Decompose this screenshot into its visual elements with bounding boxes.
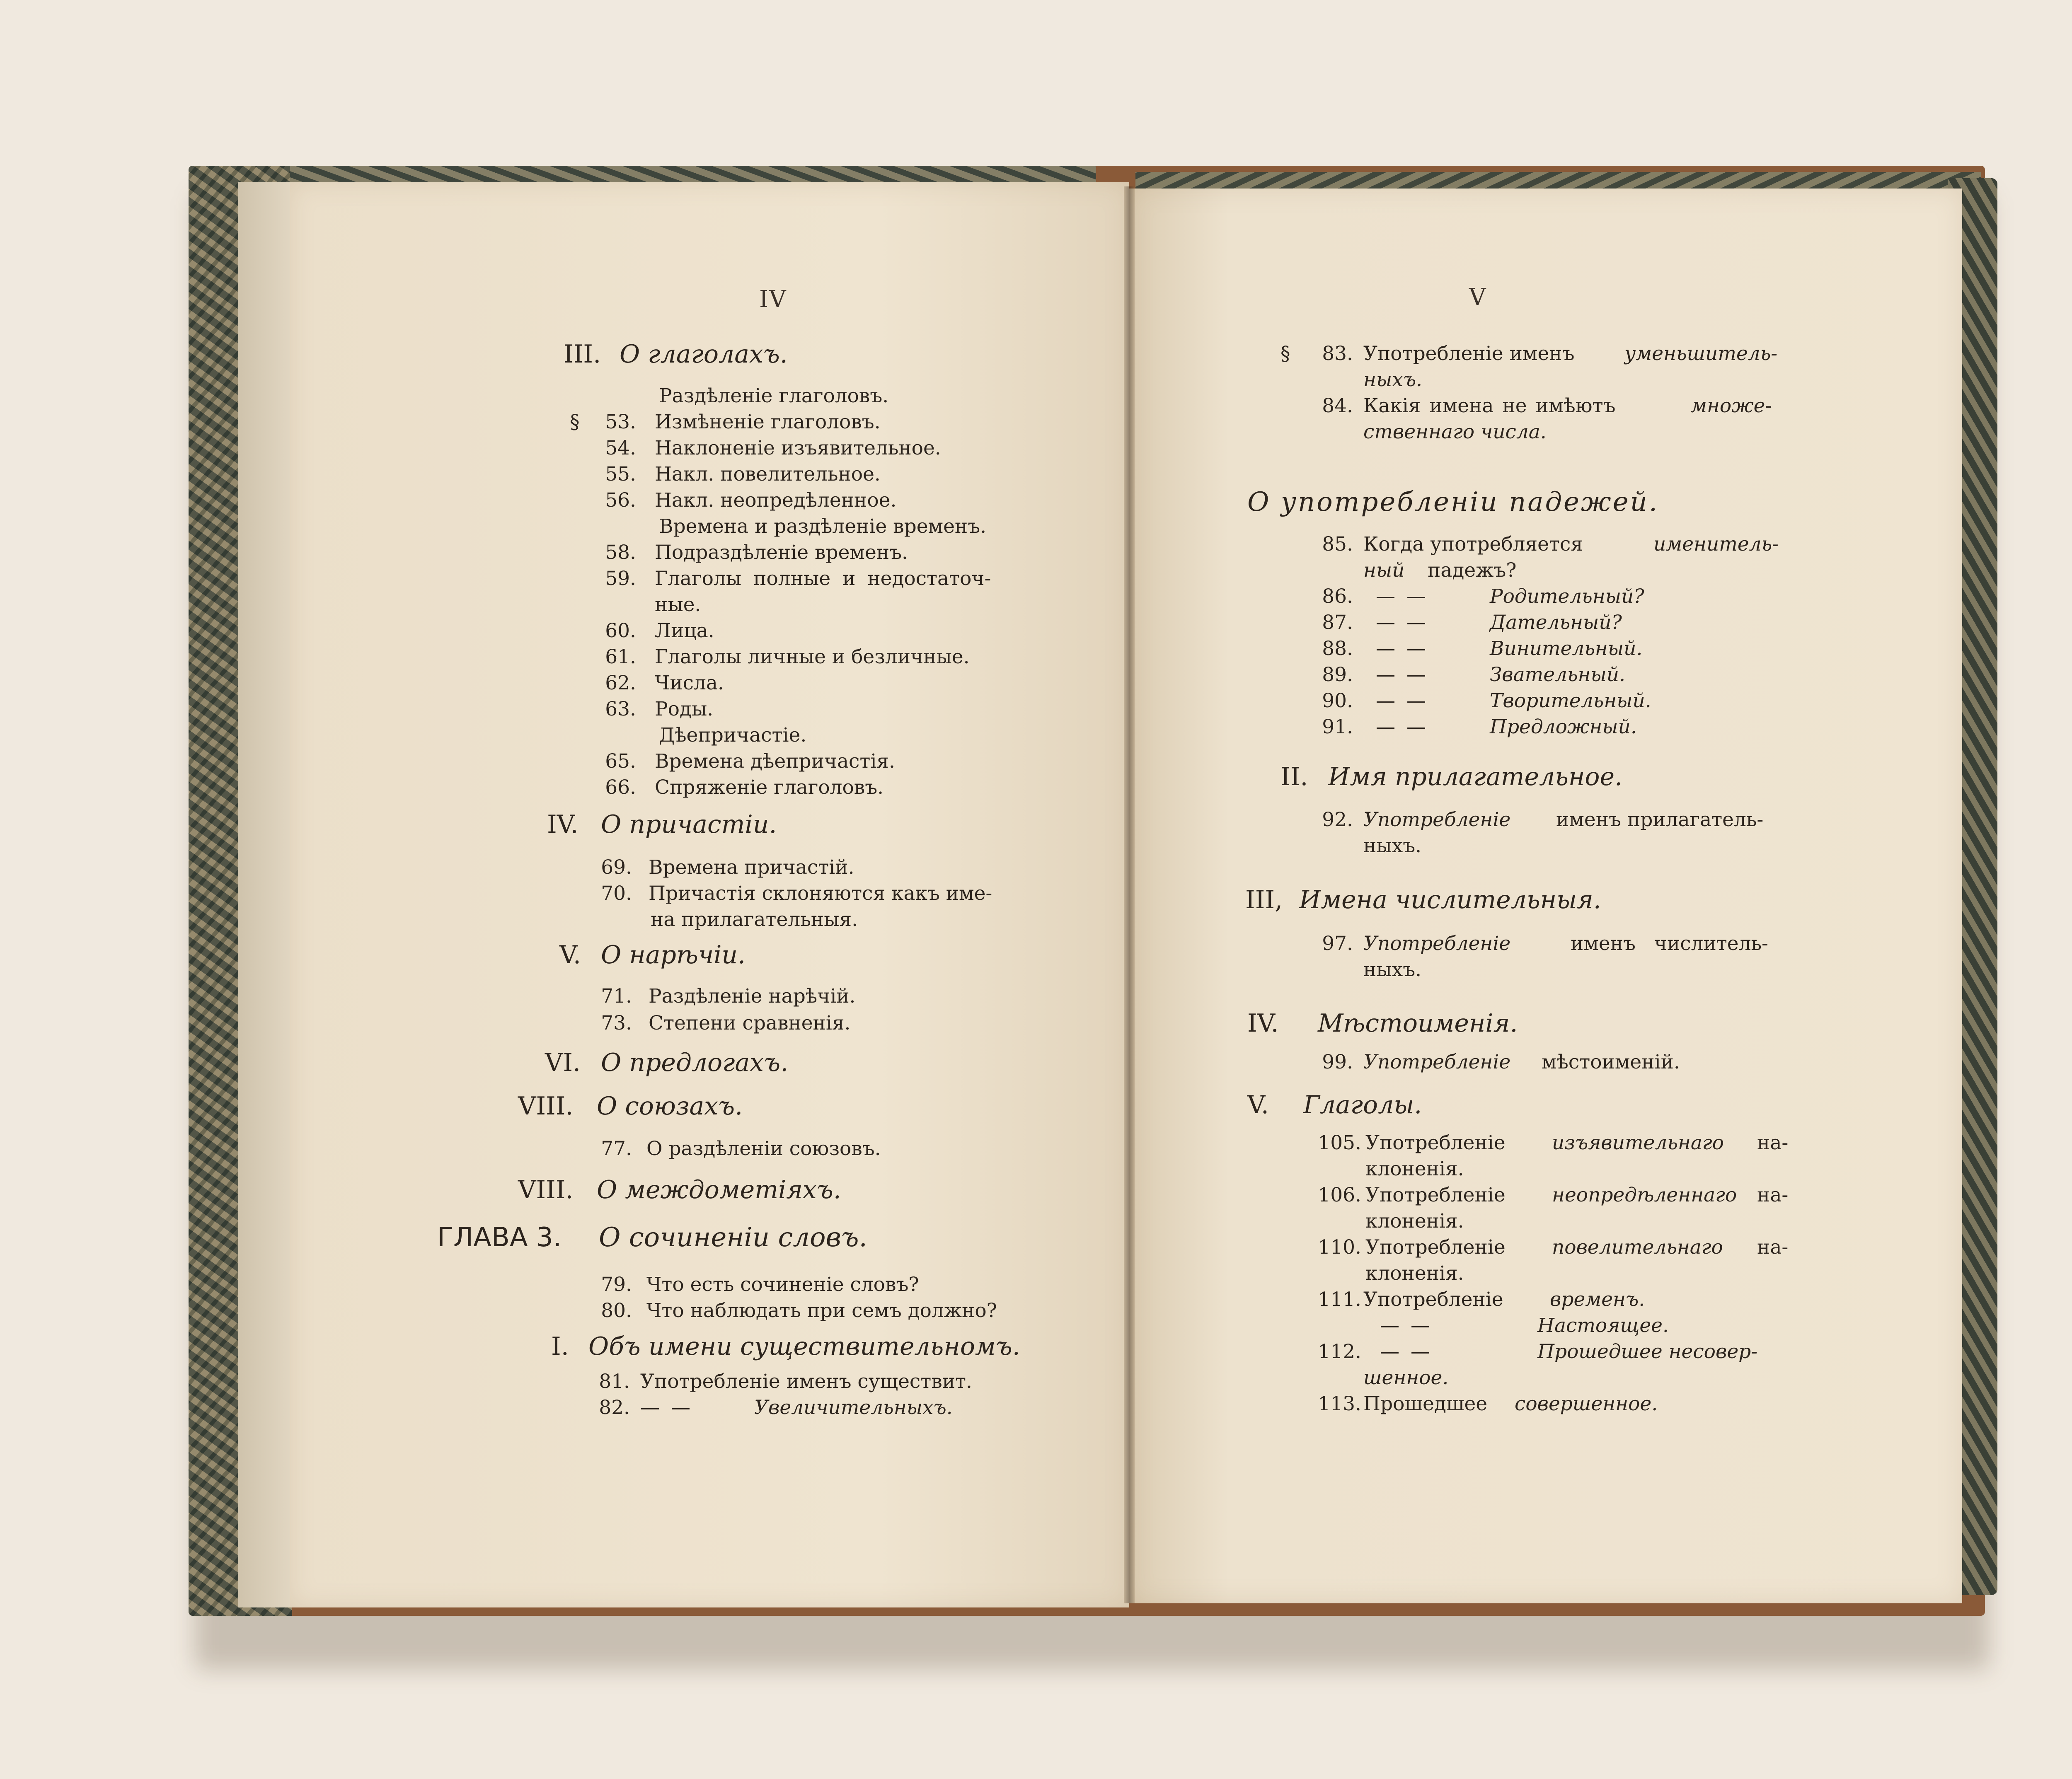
toc-entry-number: 99. — [1322, 1051, 1353, 1073]
toc-entry-text-italic: Прошедшее несовер- — [1537, 1340, 1758, 1363]
ditto-dashes: — — — [1376, 715, 1428, 738]
toc-entry-number: 53. — [605, 411, 636, 433]
toc-entry-number: 105. — [1318, 1131, 1361, 1154]
toc-entry-text: Употребленіе — [1363, 1288, 1503, 1311]
toc-entry-text: Накл. повелительное. — [655, 463, 881, 486]
ditto-dashes: — — — [1380, 1314, 1433, 1337]
toc-entry-text: ныхъ. — [1363, 958, 1422, 981]
toc-entry-number: 88. — [1322, 637, 1353, 660]
toc-entry-number: 77. — [601, 1137, 632, 1160]
toc-entry-text: Спряженіе глаголовъ. — [655, 776, 884, 799]
toc-entry-text: Подраздѣленіе временъ. — [655, 541, 908, 564]
ditto-dashes: — — — [1380, 1340, 1433, 1363]
toc-entry-text: Измѣненіе глаголовъ. — [655, 411, 881, 433]
section-number: V. — [1247, 1090, 1269, 1119]
section-number: V. — [559, 940, 581, 969]
toc-entry-text: именъ числитель- — [1571, 932, 1768, 955]
subsection-number: I. — [551, 1332, 569, 1361]
toc-entry-text: Употребленіе — [1365, 1184, 1506, 1206]
toc-entry-text: на- — [1757, 1236, 1789, 1259]
toc-entry-text: ные. — [655, 593, 701, 616]
section-number: III. — [564, 340, 601, 369]
case-name: Родительный? — [1490, 585, 1644, 608]
toc-entry-number: 65. — [605, 750, 636, 773]
chapter-title: О сочиненіи словъ. — [599, 1222, 867, 1253]
toc-entry-text-italic: шенное. — [1363, 1366, 1449, 1389]
toc-entry-text: клоненія. — [1365, 1158, 1464, 1180]
toc-entry-text-italic: изъявительнаго — [1552, 1131, 1724, 1154]
toc-entry-text: именъ прилагатель- — [1556, 808, 1764, 831]
toc-entry-number: 83. — [1322, 342, 1353, 365]
toc-entry-text: Глаголы полные и недостаточ- — [655, 567, 991, 590]
toc-entry-text-italic: неопредѣленнаго — [1552, 1184, 1737, 1206]
toc-entry-number: 81. — [599, 1370, 630, 1393]
toc-entry-text: мѣстоименій. — [1542, 1051, 1680, 1073]
toc-entry-number: 111. — [1318, 1288, 1361, 1311]
toc-entry-text: Когда употребляется — [1363, 533, 1583, 556]
section-title: Глаголы. — [1303, 1090, 1422, 1119]
toc-entry-number: 63. — [605, 698, 636, 720]
section-number: IV. — [1247, 1009, 1279, 1038]
toc-entry-text: Времена дѣепричастія. — [655, 750, 895, 773]
toc-entry-number: 89. — [1322, 663, 1353, 686]
toc-entry-text-italic: Употребленіе — [1363, 808, 1511, 831]
section-title: Имена числительныя. — [1299, 885, 1601, 914]
section-number: VIII. — [518, 1092, 574, 1121]
toc-entry-text: Что наблюдать при семъ должно? — [646, 1299, 997, 1322]
toc-entry-number: 62. — [605, 672, 636, 694]
subsection-title: Объ имени существительномъ. — [588, 1332, 1020, 1361]
toc-entry-text-italic: Употребленіе — [1363, 1051, 1511, 1073]
toc-entry-text: Употребленіе именъ — [1363, 342, 1575, 365]
toc-entry-number: 106. — [1318, 1184, 1361, 1206]
toc-entry-text: на прилагательныя. — [651, 908, 858, 931]
toc-entry-text: Прошедшее — [1363, 1392, 1488, 1415]
toc-entry-text: Глаголы личные и безличные. — [655, 645, 970, 668]
toc-entry-text-italic: ственнаго числа. — [1363, 421, 1547, 443]
toc-entry-text: Что есть сочиненіе словъ? — [646, 1273, 919, 1296]
section-title: Имя прилагательное. — [1328, 762, 1623, 791]
toc-entry-text: Раздѣленіе глаголовъ. — [659, 384, 889, 407]
toc-entry-text-italic: именитель- — [1653, 533, 1779, 556]
toc-entry-number: 71. — [601, 985, 632, 1008]
ditto-dashes: — — — [1376, 637, 1428, 660]
toc-entry-number: 73. — [601, 1012, 632, 1035]
toc-entry-text-italic: ный — [1363, 559, 1405, 582]
toc-entry-text-italic: Настоящее. — [1537, 1314, 1669, 1337]
toc-entry-text: на- — [1757, 1131, 1789, 1154]
chapter-label: ГЛАВА 3. — [437, 1222, 562, 1253]
toc-entry-number: 80. — [601, 1299, 632, 1322]
section-title: О глаголахъ. — [620, 340, 788, 369]
toc-entry-number: 61. — [605, 645, 636, 668]
toc-entry-text: Наклоненіе изъявительное. — [655, 437, 941, 459]
toc-entry-number: 56. — [605, 489, 636, 512]
toc-entry-text: ныхъ. — [1363, 834, 1422, 857]
toc-entry-text: Времена и раздѣленіе временъ. — [659, 515, 987, 538]
ditto-dashes: — — — [1376, 611, 1428, 634]
toc-entry-text: Степени сравненія. — [649, 1012, 851, 1035]
ditto-dashes: — — — [1376, 663, 1428, 686]
toc-entry-number: 85. — [1322, 533, 1353, 556]
section-title: Мѣстоименія. — [1318, 1009, 1518, 1038]
case-name: Дательный? — [1490, 611, 1622, 634]
ditto-dashes: — — — [640, 1396, 693, 1419]
toc-entry-number: 90. — [1322, 689, 1353, 712]
toc-entry-number: 112. — [1318, 1340, 1361, 1363]
toc-entry-text: Увеличительныхъ. — [754, 1396, 953, 1419]
toc-entry-number: 79. — [601, 1273, 632, 1296]
toc-entry-number: 69. — [601, 856, 632, 879]
toc-entry-text-italic: временъ. — [1550, 1288, 1645, 1311]
toc-entry-text: Дѣепричастіе. — [659, 724, 807, 747]
section-title: О нарѣчіи. — [601, 940, 746, 969]
toc-entry-number: 86. — [1322, 585, 1353, 608]
section-title: О предлогахъ. — [601, 1048, 789, 1077]
section-mark: § — [570, 411, 580, 433]
ditto-dashes: — — — [1376, 585, 1428, 608]
toc-entry-text: Числа. — [655, 672, 724, 694]
section-title: О причастіи. — [601, 810, 777, 839]
toc-entry-number: 110. — [1318, 1236, 1361, 1259]
right-page-folio: V — [1469, 284, 1487, 311]
toc-entry-text: падежъ? — [1428, 559, 1517, 582]
toc-entry-text: Накл. неопредѣленное. — [655, 489, 897, 512]
toc-entry-text: Употребленіе — [1365, 1131, 1506, 1154]
toc-entry-number: 92. — [1322, 808, 1353, 831]
toc-entry-text: на- — [1757, 1184, 1789, 1206]
toc-entry-text: Какія имена не имѣютъ — [1363, 394, 1616, 417]
case-name: Творительный. — [1490, 689, 1651, 712]
book-gutter — [1124, 186, 1135, 1603]
toc-entry-number: 97. — [1322, 932, 1353, 955]
toc-entry-text: Времена причастій. — [649, 856, 854, 879]
toc-entry-text-italic: ныхъ. — [1363, 368, 1423, 391]
toc-entry-text: клоненія. — [1365, 1210, 1464, 1233]
section-number: VIII. — [518, 1175, 574, 1204]
toc-entry-text: Лица. — [655, 619, 714, 642]
section-mark: § — [1280, 342, 1290, 365]
toc-entry-text-italic: множе- — [1691, 394, 1772, 417]
toc-entry-number: 60. — [605, 619, 636, 642]
ditto-dashes: — — — [1376, 689, 1428, 712]
toc-entry-number: 84. — [1322, 394, 1353, 417]
section-number: VI. — [545, 1048, 581, 1077]
toc-entry-number: 70. — [601, 882, 632, 905]
section-title: О междометіяхъ. — [597, 1175, 841, 1204]
toc-entry-text-italic: повелительнаго — [1552, 1236, 1723, 1259]
toc-entry-number: 113. — [1318, 1392, 1361, 1415]
toc-entry-text-italic: Употребленіе — [1363, 932, 1511, 955]
toc-entry-text: Роды. — [655, 698, 714, 720]
case-name: Звательный. — [1490, 663, 1626, 686]
toc-entry-text: О раздѣленіи союзовъ. — [646, 1137, 881, 1160]
toc-entry-text: Употребленіе именъ существит. — [640, 1370, 972, 1393]
section-number: II. — [1280, 762, 1308, 791]
toc-entry-text: Раздѣленіе нарѣчій. — [649, 985, 856, 1008]
toc-entry-number: 87. — [1322, 611, 1353, 634]
toc-entry-number: 66. — [605, 776, 636, 799]
toc-entry-text-italic: совершенное. — [1515, 1392, 1658, 1415]
section-title: О союзахъ. — [597, 1092, 743, 1121]
toc-entry-text: Употребленіе — [1365, 1236, 1506, 1259]
section-number: IV. — [547, 810, 579, 839]
left-page-folio: IV — [759, 286, 787, 313]
toc-entry-text-italic: уменьшитель- — [1624, 342, 1778, 365]
toc-entry-text: клоненія. — [1365, 1262, 1464, 1285]
case-name: Винительный. — [1490, 637, 1643, 660]
toc-entry-number: 54. — [605, 437, 636, 459]
toc-entry-number: 91. — [1322, 715, 1353, 738]
toc-entry-text: Причастія склоняются какъ име- — [649, 882, 992, 905]
case-name: Предложный. — [1490, 715, 1637, 738]
section-number: III, — [1245, 885, 1283, 914]
toc-entry-number: 55. — [605, 463, 636, 486]
section-heading: О употребленіи падежей. — [1247, 487, 1659, 517]
toc-entry-number: 59. — [605, 567, 636, 590]
toc-entry-number: 82. — [599, 1396, 630, 1419]
toc-entry-number: 58. — [605, 541, 636, 564]
endpaper-strip — [238, 182, 296, 1607]
